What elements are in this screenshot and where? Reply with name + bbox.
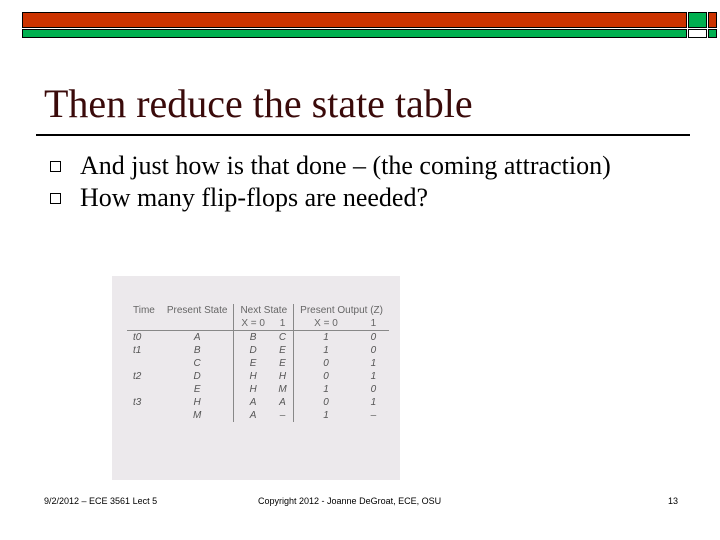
table-row: [127, 409, 389, 422]
bullet-list: [50, 150, 670, 214]
output-x1-cell: 1: [370, 371, 377, 382]
top-decoration-bar: [22, 12, 708, 38]
next-state-x1-cell: C: [272, 331, 294, 345]
table-row: [127, 396, 389, 409]
next-state-x1-cell: M: [272, 383, 294, 396]
output-x0-cell: 1: [323, 332, 329, 343]
next-state-x1-cell: A: [272, 396, 294, 409]
present-state-cell: B: [161, 344, 234, 357]
present-state-cell: A: [161, 331, 234, 345]
output-x1-cell: 0: [370, 384, 377, 395]
table-row: [127, 331, 389, 345]
time-cell: [127, 409, 161, 422]
output-x1-cell: 0: [370, 345, 377, 356]
header-present-output: Present Output (Z): [300, 305, 383, 316]
top-red-bar: [22, 12, 687, 28]
present-state-cell: E: [161, 383, 234, 396]
footer-date-course: 9/2/2012 – ECE 3561 Lect 5: [44, 496, 158, 506]
top-green-bar: [22, 29, 687, 38]
square-bullet-icon: [50, 161, 61, 172]
output-x1-cell: –: [370, 410, 377, 421]
corner-white-square: [688, 29, 707, 38]
next-state-x0-cell: H: [249, 371, 257, 382]
header-time: Time: [133, 305, 155, 316]
table-row: [127, 370, 389, 383]
output-x1-cell: 1: [370, 397, 377, 408]
next-state-x1-cell: H: [272, 370, 294, 383]
table-row: [127, 344, 389, 357]
next-state-x0-cell: A: [249, 410, 257, 421]
output-x0-cell: 1: [323, 384, 329, 395]
corner-red-square: [708, 12, 717, 28]
present-state-cell: D: [161, 370, 234, 383]
table-row: [127, 357, 389, 370]
square-bullet-icon: [50, 193, 61, 204]
output-x0-cell: 1: [323, 345, 329, 356]
next-state-x1-cell: E: [272, 357, 294, 370]
slide-title: Then reduce the state table: [44, 81, 473, 126]
title-underline: [36, 134, 690, 136]
present-state-cell: H: [161, 396, 234, 409]
bullet-text: How many flip-flops are needed?: [80, 183, 428, 212]
header-x1-out: 1: [358, 317, 389, 331]
next-state-x0-cell: E: [249, 358, 257, 369]
time-cell: t1: [133, 345, 142, 356]
next-state-x1-cell: –: [272, 409, 294, 422]
present-state-cell: M: [161, 409, 234, 422]
output-x1-cell: 0: [370, 332, 377, 343]
header-present-state: Present State: [161, 304, 234, 317]
header-x0-out: X = 0: [294, 317, 358, 331]
bullet-text: And just how is that done – (the coming attraction): [80, 151, 611, 180]
time-cell: [127, 357, 161, 370]
next-state-x0-cell: H: [249, 384, 257, 395]
output-x0-cell: 0: [323, 397, 329, 408]
present-state-cell: C: [161, 357, 234, 370]
next-state-x1-cell: E: [272, 344, 294, 357]
time-cell: t0: [133, 332, 142, 343]
header-x1-next: 1: [272, 317, 294, 331]
time-cell: t2: [133, 371, 142, 382]
time-cell: t3: [133, 397, 142, 408]
corner-green-small-square: [708, 29, 717, 38]
next-state-x0-cell: D: [249, 345, 257, 356]
output-x0-cell: 0: [323, 358, 329, 369]
corner-green-square: [688, 12, 707, 28]
page-number: 13: [668, 496, 679, 506]
footer-copyright: Copyright 2012 - Joanne DeGroat, ECE, OSU: [258, 496, 442, 506]
next-state-x0-cell: B: [249, 332, 257, 343]
output-x0-cell: 1: [323, 410, 329, 421]
bullet-item: [50, 150, 670, 182]
output-x0-cell: 0: [323, 371, 329, 382]
header-x0-next: X = 0: [234, 317, 272, 331]
next-state-x0-cell: A: [249, 397, 257, 408]
bullet-item: [50, 182, 670, 214]
table-row: [127, 383, 389, 396]
header-next-state: Next State: [234, 304, 294, 317]
output-x1-cell: 1: [370, 358, 377, 369]
state-table: [127, 304, 389, 422]
time-cell: [127, 383, 161, 396]
state-table-photo: [112, 276, 400, 480]
